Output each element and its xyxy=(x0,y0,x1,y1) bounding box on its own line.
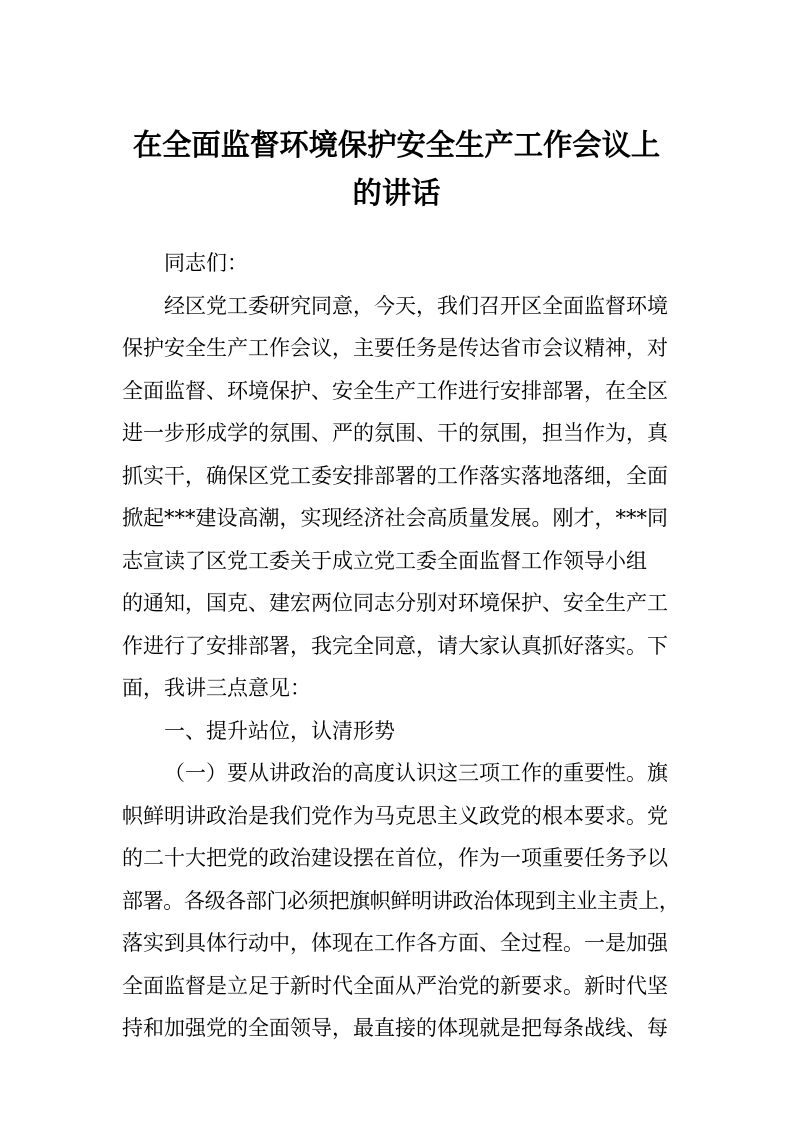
paragraph-line: 全面监督是立足于新时代全面从严治党的新要求。新时代坚 xyxy=(122,973,668,998)
paragraph-line: 落实到具体行动中，体现在工作各方面、全过程。一是加强 xyxy=(122,931,668,955)
paragraph-line: 作进行了安排部署，我完全同意，请大家认真抓好落实。下 xyxy=(122,633,668,658)
document-body xyxy=(122,242,692,1050)
salutation xyxy=(122,242,692,285)
paragraph-line: 进一步形成学的氛围、严的氛围、干的氛围，担当作为，真 xyxy=(122,421,668,445)
salutation-text: 同志们： xyxy=(164,251,248,275)
paragraph-line: 面，我讲三点意见： xyxy=(122,676,311,700)
paragraph-line: 的二十大把党的政治建设摆在首位，作为一项重要任务予以 xyxy=(122,846,668,870)
section-heading-text: 一、提升站位，认清形势 xyxy=(164,718,395,743)
paragraph-line: 保护安全生产工作会议，主要任务是传达省市会议精神，对 xyxy=(122,336,668,360)
paragraph-line: 持和加强党的全面领导，最直接的体现就是把每条战线、每 xyxy=(122,1016,668,1040)
section-paragraph xyxy=(122,752,692,1050)
section-heading xyxy=(122,710,692,753)
paragraph-line: 部署。各级各部门必须把旗帜鲜明讲政治体现到主业主责上， xyxy=(122,888,680,913)
title-line: 的讲话 xyxy=(352,175,441,210)
paragraph-line: 全面监督、环境保护、安全生产工作进行安排部署，在全区 xyxy=(122,378,668,403)
paragraph-line: 掀起***建设高潮，实现经济社会高质量发展。刚才，***同 xyxy=(122,506,668,530)
title-line: 在全面监督环境保护安全生产工作会议上 xyxy=(132,127,661,162)
paragraph-line: 抓实干，确保区党工委安排部署的工作落实落地落细，全面 xyxy=(122,463,668,488)
paragraph-line: 志宣读了区党工委关于成立党工委全面监督工作领导小组 xyxy=(122,548,647,573)
document-title xyxy=(0,121,793,217)
paragraph-line: （一）要从讲政治的高度认识这三项工作的重要性。旗 xyxy=(164,761,668,785)
paragraph-line: 帜鲜明讲政治是我们党作为马克思主义政党的根本要求。党 xyxy=(122,803,668,828)
paragraph-line: 的通知，国克、建宏两位同志分别对环境保护、安全生产工 xyxy=(122,591,668,615)
opening-paragraph xyxy=(122,285,692,710)
paragraph-line: 经区党工委研究同意，今天，我们召开区全面监督环境 xyxy=(164,293,668,318)
